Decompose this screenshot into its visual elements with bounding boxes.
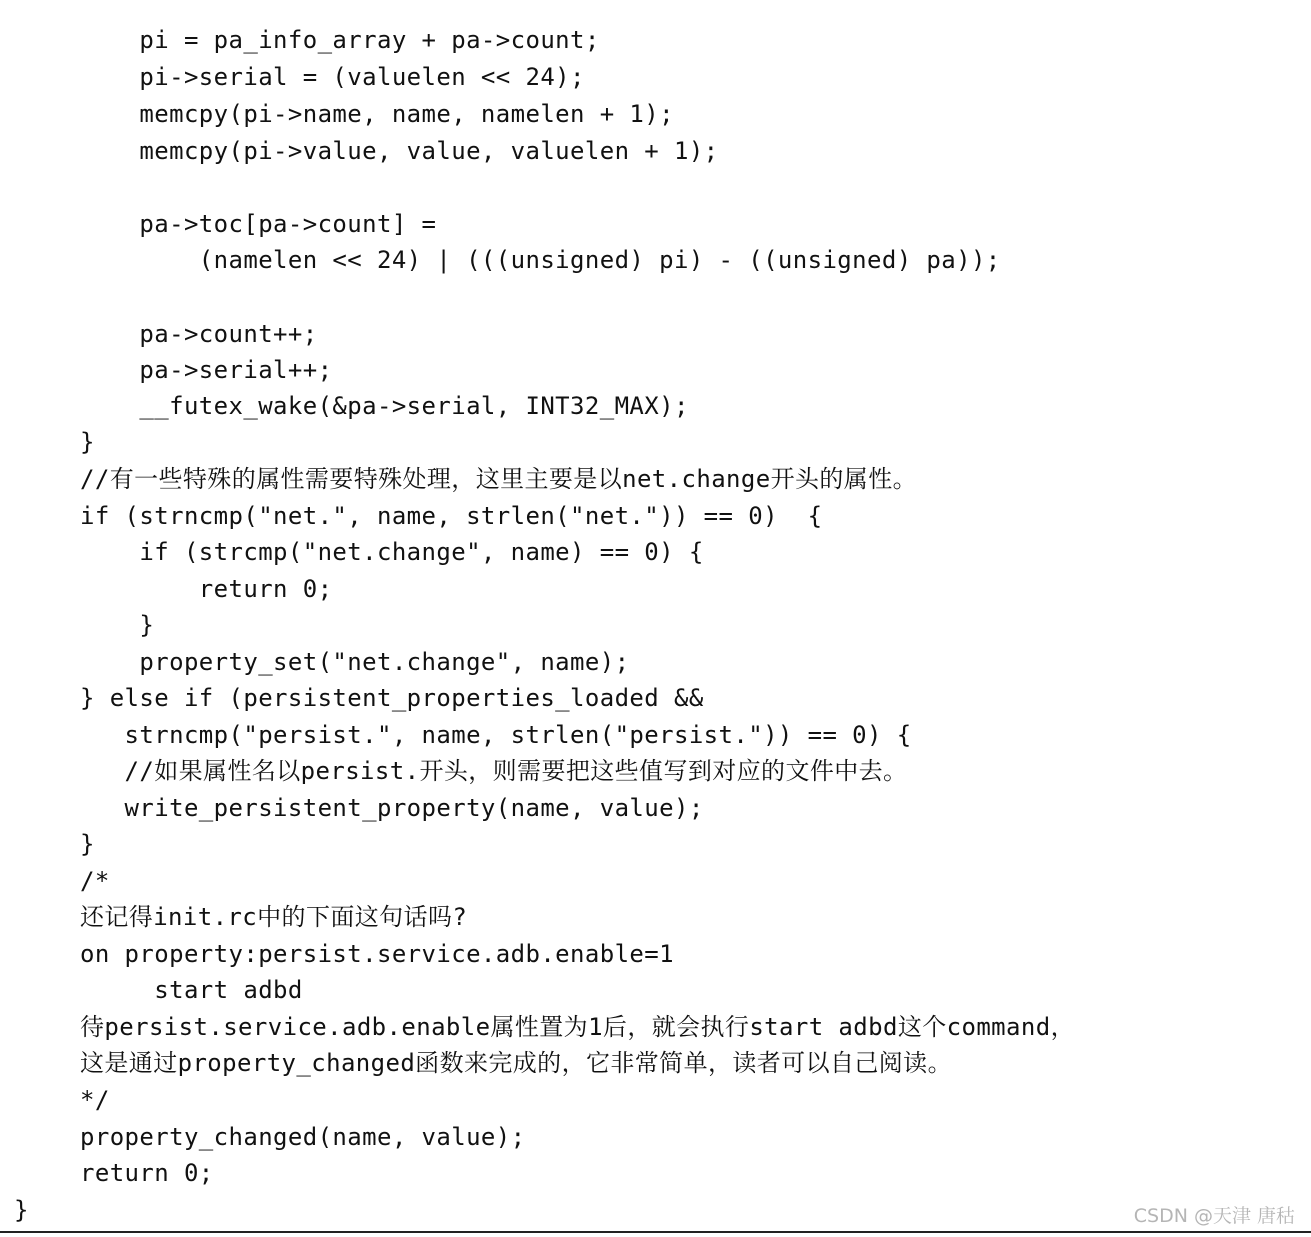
code-line: pa->toc[pa->count] = [80,210,437,238]
code-comment: on property:persist.service.adb.enable=1 [80,940,674,968]
code-comment: //如果属性名以persist.开头，则需要把这些值写到对应的文件中去。 [80,757,908,785]
code-line: } [80,428,95,456]
code-comment: //有一些特殊的属性需要特殊处理，这里主要是以net.change开头的属性。 [80,465,917,493]
code-comment: /* [80,867,110,895]
code-comment: 待persist.service.adb.enable属性置为1后，就会执行start adbd这个command， [80,1013,1075,1041]
code-line: return 0; [80,1159,214,1187]
code-line: __futex_wake(&pa->serial, INT32_MAX); [80,392,689,420]
code-line: return 0; [80,575,333,603]
code-line: if (strncmp("net.", name, strlen("net.")) == 0) { [80,502,823,530]
code-line: } [80,830,95,858]
code-line: strncmp("persist.", name, strlen("persist.")) == 0) { [80,721,912,749]
code-line: } [14,1196,29,1224]
code-line: (namelen << 24) | (((unsigned) pi) - ((unsigned) pa)); [80,246,1001,274]
code-line: memcpy(pi->value, value, valuelen + 1); [80,137,719,165]
code-line: memcpy(pi->name, name, namelen + 1); [80,100,674,128]
code-comment: */ [80,1086,110,1114]
code-line: property_set("net.change", name); [80,648,630,676]
bottom-rule [0,1231,1311,1233]
watermark: CSDN @天津 唐秙 [1133,1205,1295,1227]
code-comment: 这是通过property_changed函数来完成的，它非常简单，读者可以自己阅读。 [80,1049,952,1077]
code-line: } else if (persistent_properties_loaded && [80,684,704,712]
code-line: pi->serial = (valuelen << 24); [80,63,585,91]
code-comment: 还记得init.rc中的下面这句话吗? [80,903,468,931]
code-line: property_changed(name, value); [80,1123,526,1151]
code-line: } [80,611,155,639]
code-line: pi = pa_info_array + pa->count; [80,26,600,54]
code-comment: start adbd [80,976,303,1004]
code-line: if (strcmp("net.change", name) == 0) { [80,538,704,566]
code-line: pa->count++; [80,320,318,348]
code-line: write_persistent_property(name, value); [80,794,704,822]
code-line: pa->serial++; [80,356,333,384]
